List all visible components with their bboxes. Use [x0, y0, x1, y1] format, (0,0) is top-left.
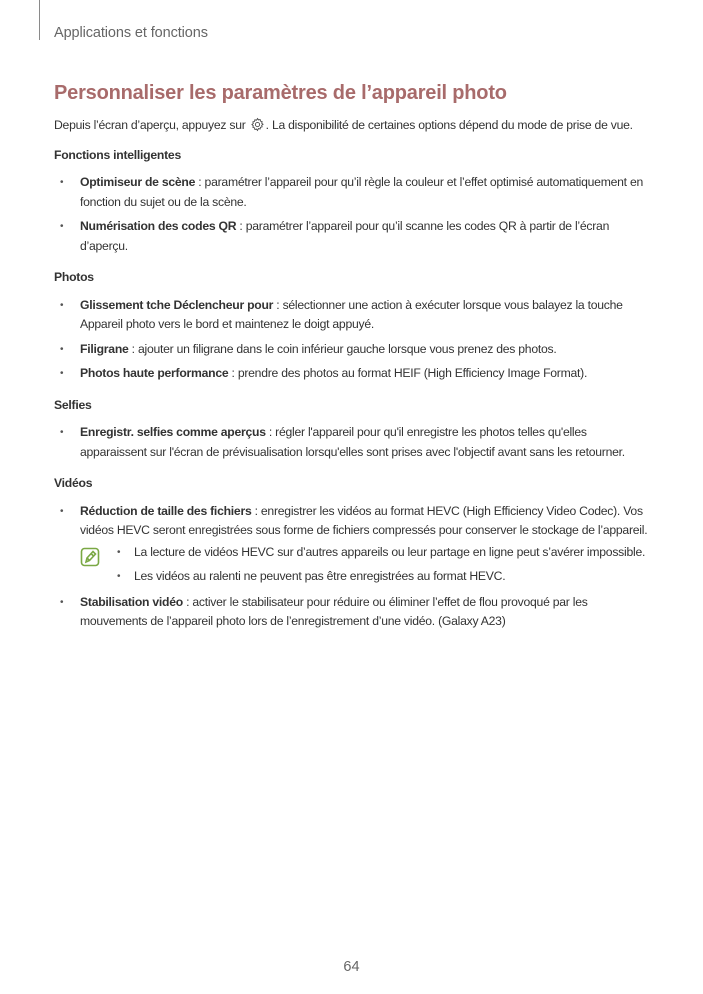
- bullet: •: [60, 343, 64, 355]
- section-heading-selfies: Selfies: [54, 397, 92, 412]
- item-term: Numérisation des codes QR: [80, 219, 237, 233]
- item-text: : régler l'appareil pour qu'il enregistre les photos telles qu'elles apparaissent sur l'écran de prévisualisation lorsqu'elles sont prises avec l'objectif avant sans les retourner.: [80, 425, 625, 459]
- section-heading-fonctions-intelligentes: Fonctions intelligentes: [54, 147, 181, 162]
- section-header-title: Applications et fonctions: [54, 25, 208, 41]
- list-item: [54, 364, 654, 384]
- list-item: [54, 593, 654, 632]
- item-text: : prendre des photos au format HEIF (High Efficiency Image Format).: [228, 366, 588, 380]
- item-term: Filigrane: [80, 341, 129, 356]
- list-photos: [54, 296, 654, 384]
- item-term: Enregistr. selfies comme aperçus: [80, 425, 266, 439]
- page-number: 64: [343, 959, 360, 975]
- header-divider: [39, 0, 40, 40]
- list-item: [54, 217, 654, 256]
- gear-icon: [250, 117, 265, 132]
- intro-text-before: Depuis l’écran d’aperçu, appuyez sur: [54, 118, 249, 132]
- section-heading-videos: Vidéos: [54, 476, 93, 490]
- item-term: Photos haute performance: [80, 366, 229, 380]
- item-text: : ajouter un filigrane dans le coin inférieur gauche lorsque vous prenez des photos.: [128, 341, 557, 356]
- list-videos: [54, 502, 654, 632]
- item-text: : activer le stabilisateur pour réduire ou éliminer l’effet de flou provoqué par les mouvements de l’appareil photo lors de l’enregistrement d’une vidéo. (Galaxy A23): [80, 594, 588, 628]
- note-text: La lecture de vidéos HEVC sur d’autres appareils ou leur partage en ligne peut s’avérer impossible.: [134, 544, 646, 559]
- note-text: Les vidéos au ralenti ne peuvent pas être enregistrées au format HEVC.: [134, 569, 506, 583]
- bullet: •: [117, 571, 121, 582]
- item-term: Glissement tche Déclencheur pour: [80, 297, 274, 312]
- bullet: •: [60, 427, 64, 438]
- bullet: •: [60, 177, 64, 188]
- section-heading-photos: Photos: [54, 270, 94, 284]
- bullet: •: [60, 596, 64, 608]
- item-text: : paramétrer l’appareil pour qu’il règle la couleur et l’effet optimisé automatiquement en fonction du sujet ou de la scène.: [80, 175, 643, 209]
- note-item: [117, 567, 654, 587]
- note-item: [117, 543, 654, 563]
- note-pencil-icon: [80, 547, 100, 567]
- list-item: [54, 173, 654, 212]
- item-text: : enregistrer les vidéos au format HEVC (High Efficiency Video Codec). Vos vidéos HEVC seront enregistrées sous forme de fichiers compressés pour conserver le stockage de l’appareil.: [80, 503, 648, 537]
- list-item: [54, 340, 654, 360]
- bullet: •: [60, 368, 64, 379]
- bullet: •: [60, 221, 64, 232]
- bullet: •: [117, 546, 121, 558]
- intro-text-after: . La disponibilité de certaines options dépend du mode de prise de vue.: [265, 118, 633, 132]
- note-list: [54, 543, 654, 587]
- bullet: •: [60, 299, 64, 311]
- item-text: : sélectionner une action à exécuter lorsque vous balayez la touche Appareil photo vers le bord et maintenez le doigt appuyé.: [80, 297, 623, 331]
- item-term: Stabilisation vidéo: [80, 594, 183, 609]
- list-item: [54, 502, 654, 587]
- list-selfies: [54, 423, 654, 462]
- item-term: Optimiseur de scène: [80, 175, 196, 189]
- bullet: •: [60, 505, 64, 517]
- intro-paragraph: [54, 116, 654, 136]
- list-item: [54, 296, 654, 335]
- list-item: [54, 423, 654, 462]
- item-term: Réduction de taille des fichiers: [80, 503, 252, 518]
- note-box: [54, 543, 654, 587]
- item-text: : paramétrer l’appareil pour qu’il scanne les codes QR à partir de l’écran d’aperçu.: [80, 219, 610, 253]
- page-content: [54, 116, 654, 644]
- page-title: Personnaliser les paramètres de l’appareil photo: [54, 82, 507, 104]
- list-fonctions-intelligentes: [54, 173, 654, 256]
